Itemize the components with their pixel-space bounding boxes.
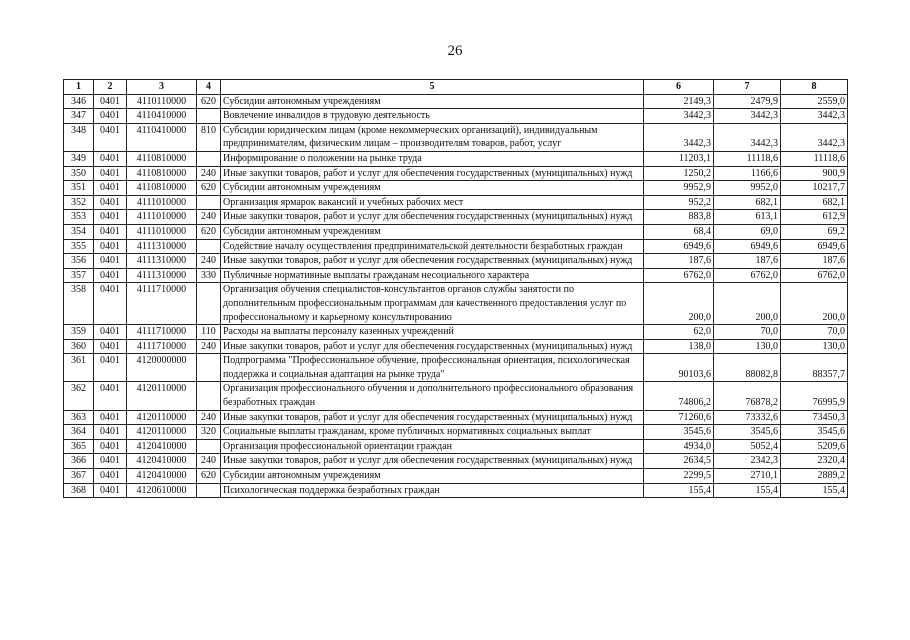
table-row	[64, 410, 848, 425]
amount-year3-cell: 11118,6	[781, 151, 848, 166]
amount-year3-cell: 3442,3	[781, 123, 848, 151]
item-name-cell: Иные закупки товаров, работ и услуг для обеспечения государственных (муниципальных) нужд	[221, 454, 644, 469]
table-row	[64, 354, 848, 382]
table-row	[64, 339, 848, 354]
amount-year3-cell: 682,1	[781, 195, 848, 210]
table-row	[64, 425, 848, 440]
amount-year2-cell: 3545,6	[714, 425, 781, 440]
section-code-cell: 0401	[94, 224, 127, 239]
amount-year1-cell: 2634,5	[644, 454, 714, 469]
table-row	[64, 151, 848, 166]
table-row	[64, 254, 848, 269]
item-name-cell: Субсидии автономным учреждениям	[221, 469, 644, 484]
amount-year1-cell: 3442,3	[644, 123, 714, 151]
amount-year3-cell: 2320,4	[781, 454, 848, 469]
budget-table	[63, 79, 848, 498]
expense-type-cell	[197, 195, 221, 210]
section-code-cell: 0401	[94, 454, 127, 469]
table-row	[64, 382, 848, 410]
item-name-cell: Субсидии юридическим лицам (кроме некоммерческих организаций), индивидуальным предпринимателям, физическим лицам – производителям товаров, работ, услуг	[221, 123, 644, 151]
amount-year1-cell: 90103,6	[644, 354, 714, 382]
section-code-cell: 0401	[94, 483, 127, 498]
row-number-cell: 357	[64, 268, 94, 283]
amount-year2-cell: 3442,3	[714, 109, 781, 124]
target-article-cell: 4110810000	[127, 151, 197, 166]
amount-year2-cell: 200,0	[714, 283, 781, 325]
amount-year3-cell: 6762,0	[781, 268, 848, 283]
section-code-cell: 0401	[94, 382, 127, 410]
amount-year1-cell: 9952,9	[644, 181, 714, 196]
amount-year1-cell: 1250,2	[644, 166, 714, 181]
item-name-cell: Организация ярмарок вакансий и учебных рабочих мест	[221, 195, 644, 210]
expense-type-cell	[197, 483, 221, 498]
expense-type-cell	[197, 354, 221, 382]
target-article-cell: 4111710000	[127, 283, 197, 325]
amount-year1-cell: 62,0	[644, 325, 714, 340]
expense-type-cell: 240	[197, 254, 221, 269]
amount-year1-cell: 2299,5	[644, 469, 714, 484]
target-article-cell: 4120410000	[127, 454, 197, 469]
row-number-cell: 362	[64, 382, 94, 410]
table-row	[64, 483, 848, 498]
item-name-cell: Субсидии автономным учреждениям	[221, 94, 644, 109]
header-cell: 6	[644, 80, 714, 95]
table-row	[64, 268, 848, 283]
header-cell: 5	[221, 80, 644, 95]
row-number-cell: 351	[64, 181, 94, 196]
amount-year3-cell: 5209,6	[781, 439, 848, 454]
header-cell: 4	[197, 80, 221, 95]
amount-year2-cell: 88082,8	[714, 354, 781, 382]
row-number-cell: 363	[64, 410, 94, 425]
item-name-cell: Иные закупки товаров, работ и услуг для обеспечения государственных (муниципальных) нужд	[221, 410, 644, 425]
expense-type-cell: 810	[197, 123, 221, 151]
target-article-cell: 4120000000	[127, 354, 197, 382]
header-cell: 8	[781, 80, 848, 95]
item-name-cell: Иные закупки товаров, работ и услуг для обеспечения государственных (муниципальных) нужд	[221, 339, 644, 354]
amount-year3-cell: 76995,9	[781, 382, 848, 410]
amount-year2-cell: 11118,6	[714, 151, 781, 166]
target-article-cell: 4110810000	[127, 166, 197, 181]
amount-year2-cell: 187,6	[714, 254, 781, 269]
target-article-cell: 4110410000	[127, 123, 197, 151]
section-code-cell: 0401	[94, 181, 127, 196]
amount-year1-cell: 4934,0	[644, 439, 714, 454]
row-number-cell: 355	[64, 239, 94, 254]
target-article-cell: 4111710000	[127, 325, 197, 340]
header-cell: 3	[127, 80, 197, 95]
item-name-cell: Психологическая поддержка безработных граждан	[221, 483, 644, 498]
row-number-cell: 364	[64, 425, 94, 440]
amount-year3-cell: 70,0	[781, 325, 848, 340]
row-number-cell: 354	[64, 224, 94, 239]
amount-year2-cell: 2342,3	[714, 454, 781, 469]
amount-year2-cell: 3442,3	[714, 123, 781, 151]
amount-year1-cell: 6762,0	[644, 268, 714, 283]
table-row	[64, 283, 848, 325]
target-article-cell: 4120110000	[127, 410, 197, 425]
section-code-cell: 0401	[94, 109, 127, 124]
row-number-cell: 366	[64, 454, 94, 469]
section-code-cell: 0401	[94, 254, 127, 269]
item-name-cell: Расходы на выплаты персоналу казенных учреждений	[221, 325, 644, 340]
amount-year2-cell: 613,1	[714, 210, 781, 225]
amount-year1-cell: 3545,6	[644, 425, 714, 440]
amount-year3-cell: 900,9	[781, 166, 848, 181]
target-article-cell: 4111310000	[127, 239, 197, 254]
section-code-cell: 0401	[94, 210, 127, 225]
amount-year1-cell: 68,4	[644, 224, 714, 239]
amount-year2-cell: 2710,1	[714, 469, 781, 484]
amount-year1-cell: 11203,1	[644, 151, 714, 166]
expense-type-cell: 110	[197, 325, 221, 340]
table-row	[64, 239, 848, 254]
target-article-cell: 4111010000	[127, 195, 197, 210]
table-row	[64, 195, 848, 210]
page-number: 26	[447, 43, 463, 59]
target-article-cell: 4120410000	[127, 469, 197, 484]
expense-type-cell: 320	[197, 425, 221, 440]
expense-type-cell	[197, 382, 221, 410]
item-name-cell: Организация профессионального обучения и дополнительного профессионального образования безработных граждан	[221, 382, 644, 410]
amount-year2-cell: 6762,0	[714, 268, 781, 283]
expense-type-cell	[197, 109, 221, 124]
target-article-cell: 4111310000	[127, 254, 197, 269]
amount-year2-cell: 9952,0	[714, 181, 781, 196]
table-body	[64, 94, 848, 498]
row-number-cell: 361	[64, 354, 94, 382]
amount-year2-cell: 682,1	[714, 195, 781, 210]
item-name-cell: Содействие началу осуществления предпринимательской деятельности безработных граждан	[221, 239, 644, 254]
row-number-cell: 353	[64, 210, 94, 225]
row-number-cell: 349	[64, 151, 94, 166]
table-row	[64, 166, 848, 181]
amount-year2-cell: 69,0	[714, 224, 781, 239]
item-name-cell: Публичные нормативные выплаты гражданам несоциального характера	[221, 268, 644, 283]
amount-year1-cell: 883,8	[644, 210, 714, 225]
section-code-cell: 0401	[94, 94, 127, 109]
target-article-cell: 4111310000	[127, 268, 197, 283]
amount-year2-cell: 76878,2	[714, 382, 781, 410]
amount-year3-cell: 69,2	[781, 224, 848, 239]
expense-type-cell	[197, 151, 221, 166]
section-code-cell: 0401	[94, 325, 127, 340]
section-code-cell: 0401	[94, 123, 127, 151]
expense-type-cell	[197, 283, 221, 325]
item-name-cell: Вовлечение инвалидов в трудовую деятельность	[221, 109, 644, 124]
amount-year3-cell: 155,4	[781, 483, 848, 498]
target-article-cell: 4120110000	[127, 382, 197, 410]
table-row	[64, 224, 848, 239]
target-article-cell: 4120110000	[127, 425, 197, 440]
table-row	[64, 94, 848, 109]
amount-year1-cell: 952,2	[644, 195, 714, 210]
amount-year1-cell: 6949,6	[644, 239, 714, 254]
section-code-cell: 0401	[94, 268, 127, 283]
row-number-cell: 360	[64, 339, 94, 354]
row-number-cell: 365	[64, 439, 94, 454]
table-row	[64, 123, 848, 151]
section-code-cell: 0401	[94, 166, 127, 181]
amount-year2-cell: 73332,6	[714, 410, 781, 425]
amount-year2-cell: 155,4	[714, 483, 781, 498]
amount-year3-cell: 6949,6	[781, 239, 848, 254]
item-name-cell: Субсидии автономным учреждениям	[221, 224, 644, 239]
amount-year2-cell: 130,0	[714, 339, 781, 354]
table-header-row	[64, 80, 848, 95]
expense-type-cell: 240	[197, 454, 221, 469]
expense-type-cell: 620	[197, 469, 221, 484]
target-article-cell: 4110410000	[127, 109, 197, 124]
item-name-cell: Организация обучения специалистов-консультантов органов службы занятости по дополнительным профессиональным программам для качественного предоставления услуг по профессиональному и карьерному консультированию	[221, 283, 644, 325]
target-article-cell: 4110810000	[127, 181, 197, 196]
row-number-cell: 359	[64, 325, 94, 340]
expense-type-cell: 240	[197, 166, 221, 181]
target-article-cell: 4120410000	[127, 439, 197, 454]
item-name-cell: Организация профессиональной ориентации граждан	[221, 439, 644, 454]
table-row	[64, 109, 848, 124]
amount-year1-cell: 200,0	[644, 283, 714, 325]
section-code-cell: 0401	[94, 410, 127, 425]
expense-type-cell: 240	[197, 339, 221, 354]
amount-year3-cell: 73450,3	[781, 410, 848, 425]
table-row	[64, 454, 848, 469]
amount-year1-cell: 138,0	[644, 339, 714, 354]
amount-year1-cell: 155,4	[644, 483, 714, 498]
expense-type-cell: 620	[197, 181, 221, 196]
row-number-cell: 347	[64, 109, 94, 124]
amount-year3-cell: 130,0	[781, 339, 848, 354]
amount-year2-cell: 6949,6	[714, 239, 781, 254]
amount-year1-cell: 3442,3	[644, 109, 714, 124]
amount-year3-cell: 3442,3	[781, 109, 848, 124]
section-code-cell: 0401	[94, 339, 127, 354]
section-code-cell: 0401	[94, 354, 127, 382]
expense-type-cell	[197, 439, 221, 454]
table-row	[64, 210, 848, 225]
amount-year3-cell: 88357,7	[781, 354, 848, 382]
header-cell: 1	[64, 80, 94, 95]
target-article-cell: 4111010000	[127, 210, 197, 225]
row-number-cell: 348	[64, 123, 94, 151]
item-name-cell: Субсидии автономным учреждениям	[221, 181, 644, 196]
row-number-cell: 350	[64, 166, 94, 181]
table-row	[64, 439, 848, 454]
target-article-cell: 4111710000	[127, 339, 197, 354]
table-row	[64, 325, 848, 340]
item-name-cell: Социальные выплаты гражданам, кроме публичных нормативных социальных выплат	[221, 425, 644, 440]
row-number-cell: 367	[64, 469, 94, 484]
target-article-cell: 4110110000	[127, 94, 197, 109]
amount-year3-cell: 612,9	[781, 210, 848, 225]
header-cell: 7	[714, 80, 781, 95]
expense-type-cell: 240	[197, 210, 221, 225]
expense-type-cell: 620	[197, 224, 221, 239]
amount-year3-cell: 3545,6	[781, 425, 848, 440]
item-name-cell: Иные закупки товаров, работ и услуг для обеспечения государственных (муниципальных) нужд	[221, 166, 644, 181]
item-name-cell: Иные закупки товаров, работ и услуг для обеспечения государственных (муниципальных) нужд	[221, 254, 644, 269]
section-code-cell: 0401	[94, 283, 127, 325]
amount-year2-cell: 2479,9	[714, 94, 781, 109]
section-code-cell: 0401	[94, 151, 127, 166]
amount-year3-cell: 200,0	[781, 283, 848, 325]
amount-year1-cell: 187,6	[644, 254, 714, 269]
header-cell: 2	[94, 80, 127, 95]
section-code-cell: 0401	[94, 439, 127, 454]
amount-year2-cell: 70,0	[714, 325, 781, 340]
amount-year3-cell: 187,6	[781, 254, 848, 269]
section-code-cell: 0401	[94, 469, 127, 484]
row-number-cell: 358	[64, 283, 94, 325]
row-number-cell: 368	[64, 483, 94, 498]
item-name-cell: Иные закупки товаров, работ и услуг для обеспечения государственных (муниципальных) нужд	[221, 210, 644, 225]
amount-year3-cell: 2889,2	[781, 469, 848, 484]
amount-year1-cell: 71260,6	[644, 410, 714, 425]
amount-year3-cell: 10217,7	[781, 181, 848, 196]
item-name-cell: Информирование о положении на рынке труда	[221, 151, 644, 166]
section-code-cell: 0401	[94, 239, 127, 254]
expense-type-cell: 240	[197, 410, 221, 425]
amount-year1-cell: 74806,2	[644, 382, 714, 410]
expense-type-cell: 330	[197, 268, 221, 283]
amount-year2-cell: 1166,6	[714, 166, 781, 181]
row-number-cell: 352	[64, 195, 94, 210]
row-number-cell: 356	[64, 254, 94, 269]
expense-type-cell	[197, 239, 221, 254]
section-code-cell: 0401	[94, 425, 127, 440]
target-article-cell: 4111010000	[127, 224, 197, 239]
amount-year1-cell: 2149,3	[644, 94, 714, 109]
amount-year3-cell: 2559,0	[781, 94, 848, 109]
row-number-cell: 346	[64, 94, 94, 109]
expense-type-cell: 620	[197, 94, 221, 109]
table-row	[64, 469, 848, 484]
item-name-cell: Подпрограмма "Профессиональное обучение, профессиональная ориентация, психологическая поддержка и социальная адаптация на рынке труда"	[221, 354, 644, 382]
target-article-cell: 4120610000	[127, 483, 197, 498]
section-code-cell: 0401	[94, 195, 127, 210]
table-row	[64, 181, 848, 196]
amount-year2-cell: 5052,4	[714, 439, 781, 454]
